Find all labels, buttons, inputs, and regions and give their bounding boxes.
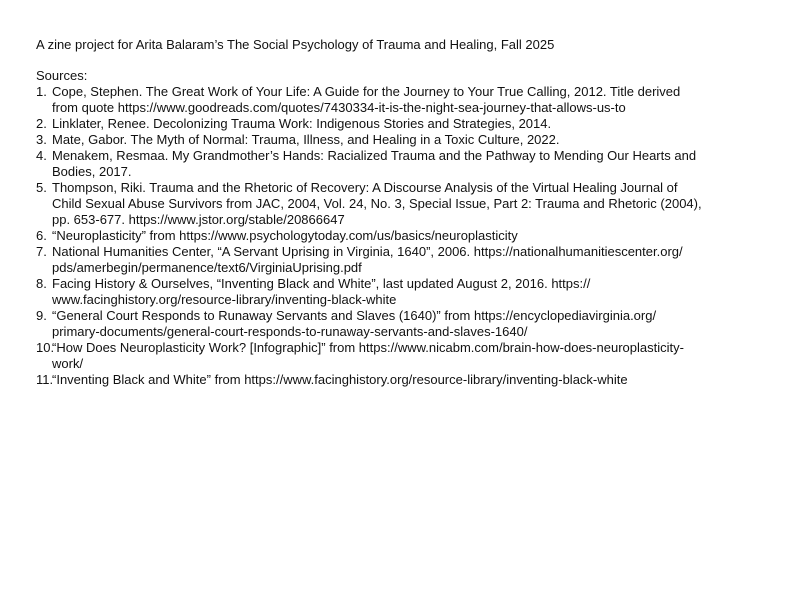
source-number: 4. bbox=[36, 148, 47, 163]
source-text bbox=[52, 180, 766, 228]
source-item bbox=[36, 132, 766, 148]
source-line: Child Sexual Abuse Survivors from JAC, 2004, Vol. 24, No. 3, Special Issue, Part 2: Trauma and Rhetoric (2004), bbox=[52, 196, 702, 211]
source-line: from quote https://www.goodreads.com/quotes/7430334-it-is-the-night-sea-journey-that-allows-us-to bbox=[52, 100, 626, 115]
source-line: National Humanities Center, “A Servant Uprising in Virginia, 1640”, 2006. https://nationalhumanitiescenter.org/ bbox=[52, 244, 683, 259]
source-number: 2. bbox=[36, 116, 47, 131]
source-line: pp. 653-677. https://www.jstor.org/stable/20866647 bbox=[52, 212, 345, 227]
source-line: Bodies, 2017. bbox=[52, 164, 132, 179]
source-number: 7. bbox=[36, 244, 47, 259]
source-item bbox=[36, 84, 766, 116]
source-item bbox=[36, 276, 766, 308]
source-line: Linklater, Renee. Decolonizing Trauma Work: Indigenous Stories and Strategies, 2014. bbox=[52, 116, 552, 131]
document-page bbox=[36, 37, 766, 388]
source-line: “How Does Neuroplasticity Work? [Infographic]” from https://www.nicabm.com/brain-how-does-neuroplasticity- bbox=[52, 340, 684, 355]
source-text bbox=[52, 116, 766, 132]
source-item bbox=[36, 244, 766, 276]
source-line: pds/amerbegin/permanence/text6/VirginiaUprising.pdf bbox=[52, 260, 362, 275]
source-text bbox=[52, 84, 766, 116]
source-item bbox=[36, 180, 766, 228]
source-text bbox=[52, 148, 766, 180]
source-number: 6. bbox=[36, 228, 47, 243]
sources-list bbox=[36, 84, 766, 388]
source-item bbox=[36, 340, 766, 372]
source-line: primary-documents/general-court-responds-to-runaway-servants-and-slaves-1640/ bbox=[52, 324, 528, 339]
source-number: 5. bbox=[36, 180, 47, 195]
source-line: “Neuroplasticity” from https://www.psychologytoday.com/us/basics/neuroplasticity bbox=[52, 228, 518, 243]
source-line: Menakem, Resmaa. My Grandmother’s Hands: Racialized Trauma and the Pathway to Mending Our Hearts and bbox=[52, 148, 697, 163]
source-text bbox=[52, 372, 766, 388]
source-item bbox=[36, 308, 766, 340]
source-number: 10. bbox=[36, 340, 55, 355]
source-item bbox=[36, 228, 766, 244]
source-item bbox=[36, 372, 766, 388]
source-line: “General Court Responds to Runaway Servants and Slaves (1640)” from https://encyclopediavirginia.org/ bbox=[52, 308, 657, 323]
sources-heading: Sources: bbox=[36, 68, 88, 83]
source-line: work/ bbox=[52, 356, 84, 371]
source-item bbox=[36, 148, 766, 180]
source-number: 1. bbox=[36, 84, 47, 99]
source-item bbox=[36, 116, 766, 132]
source-line: www.facinghistory.org/resource-library/inventing-black-white bbox=[52, 292, 397, 307]
source-text bbox=[52, 132, 766, 148]
source-text bbox=[52, 340, 766, 372]
intro-text: A zine project for Arita Balaram’s The Social Psychology of Trauma and Healing, Fall 2025 bbox=[36, 37, 555, 52]
source-line: Thompson, Riki. Trauma and the Rhetoric of Recovery: A Discourse Analysis of the Virtual Healing Journal of bbox=[52, 180, 678, 195]
source-line: Facing History & Ourselves, “Inventing Black and White”, last updated August 2, 2016. https:// bbox=[52, 276, 591, 291]
source-number: 3. bbox=[36, 132, 47, 147]
source-text bbox=[52, 276, 766, 308]
source-number: 9. bbox=[36, 308, 47, 323]
spacer bbox=[36, 53, 766, 68]
source-number: 8. bbox=[36, 276, 47, 291]
source-number: 11. bbox=[36, 372, 54, 387]
source-line: Mate, Gabor. The Myth of Normal: Trauma, Illness, and Healing in a Toxic Culture, 2022. bbox=[52, 132, 560, 147]
source-text bbox=[52, 228, 766, 244]
source-text bbox=[52, 308, 766, 340]
source-line: Cope, Stephen. The Great Work of Your Life: A Guide for the Journey to Your True Calling, 2012. Title derived bbox=[52, 84, 681, 99]
source-text bbox=[52, 244, 766, 276]
source-line: “Inventing Black and White” from https://www.facinghistory.org/resource-library/inventing-black-white bbox=[52, 372, 628, 387]
